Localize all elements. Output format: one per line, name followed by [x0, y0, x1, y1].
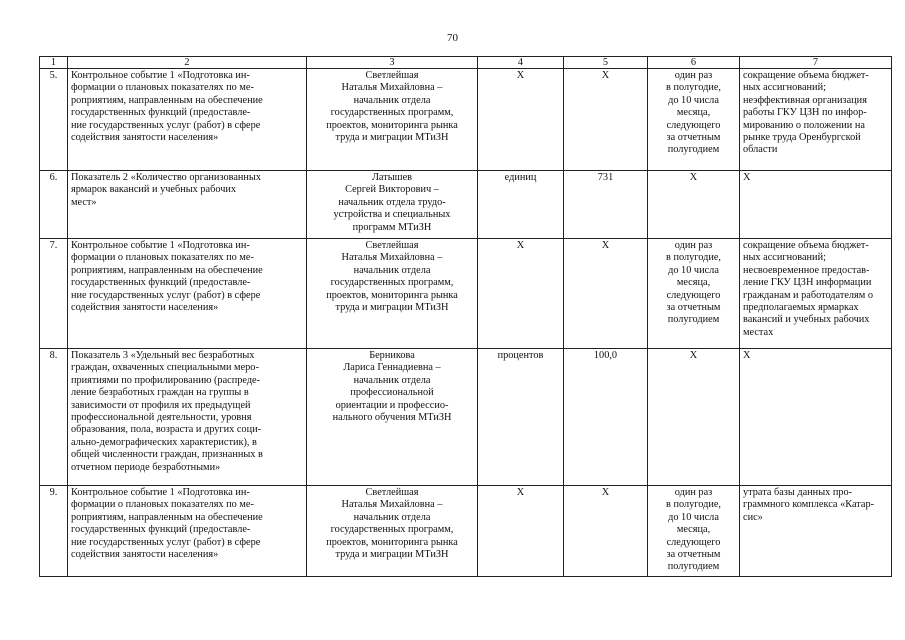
- reporting-period: [648, 171, 740, 239]
- table-row: [40, 486, 892, 577]
- planned-value: [564, 349, 648, 486]
- event-description-line: ление безработных граждан на группы в: [71, 387, 249, 399]
- responsible-person-line: Наталья Михайловна –: [341, 82, 443, 94]
- event-description-line: ние государственных услуг (работ) в сфере: [71, 536, 261, 548]
- reporting-period-line: в полугодие,: [666, 499, 721, 511]
- table-row: [40, 171, 892, 239]
- reporting-period: [648, 239, 740, 349]
- responsible-person: [307, 69, 478, 171]
- risk-description-line: рынке труда Оренбургской: [743, 132, 861, 144]
- reporting-period-line: X: [689, 172, 698, 183]
- risk-description-line: X: [743, 350, 751, 361]
- reporting-period-line: за отчетным: [666, 549, 721, 561]
- event-description-line: формации о плановых показателях по ме-: [71, 499, 254, 511]
- reporting-period-line: месяца,: [676, 107, 711, 119]
- row-number: 8.: [40, 349, 68, 486]
- unit-of-measure: [478, 349, 564, 486]
- column-number: 5: [564, 57, 648, 69]
- responsible-person-line: государственных программ,: [330, 107, 454, 119]
- responsible-person-line: устройства и специальных: [333, 209, 451, 221]
- reporting-period-line: один раз: [674, 240, 713, 251]
- event-description-line: отчетном периоде безработными»: [71, 461, 221, 473]
- risk-description: [740, 239, 892, 349]
- table-body: [40, 57, 892, 577]
- reporting-period-line: следующего: [666, 119, 721, 131]
- responsible-person-line: труда и миграции МТиЗН: [335, 549, 449, 561]
- risk-description-line: X: [743, 172, 751, 183]
- event-description-line: мест»: [71, 196, 97, 208]
- reporting-period-line: до 10 числа: [668, 264, 719, 276]
- event-description: [68, 349, 307, 486]
- risk-description-line: вакансий и учебных рабочих: [743, 314, 870, 326]
- risk-description-line: работы ГКУ ЦЗН по инфор-: [743, 107, 867, 119]
- reporting-period-line: до 10 числа: [668, 511, 719, 523]
- unit-of-measure-line: процентов: [497, 350, 544, 361]
- reporting-period-line: за отчетным: [666, 132, 721, 144]
- row-number: 5.: [40, 69, 68, 171]
- planned-value-line: X: [601, 487, 610, 498]
- responsible-person-line: труда и миграции МТиЗН: [335, 302, 449, 314]
- planned-value-line: 731: [597, 172, 614, 183]
- plan-table: [39, 56, 892, 577]
- risk-description-line: местах: [743, 326, 774, 338]
- column-number: 6: [648, 57, 740, 69]
- table-row: [40, 349, 892, 486]
- unit-of-measure-line: X: [516, 240, 525, 251]
- event-description-line: ально-демографических характеристик), в: [71, 436, 257, 448]
- responsible-person-line: начальник отдела: [353, 374, 431, 386]
- risk-description-line: несвоевременное предостав-: [743, 264, 870, 276]
- responsible-person-line: государственных программ,: [330, 524, 454, 536]
- column-number: 3: [307, 57, 478, 69]
- reporting-period-line: за отчетным: [666, 302, 721, 314]
- reporting-period-line: следующего: [666, 289, 721, 301]
- event-description-line: роприятиям, направленным на обеспечение: [71, 94, 263, 106]
- responsible-person-line: проектов, мониторинга рынка: [326, 119, 458, 131]
- risk-description-line: сокращение объема бюджет-: [743, 240, 869, 251]
- event-description: [68, 69, 307, 171]
- reporting-period-line: полугодием: [667, 144, 720, 156]
- risk-description: [740, 171, 892, 239]
- event-description-line: роприятиям, направленным на обеспечение: [71, 264, 263, 276]
- planned-value: [564, 171, 648, 239]
- risk-description-line: гражданам и работодателям о: [743, 289, 874, 301]
- event-description-line: профессиональной деятельности, уровня: [71, 412, 252, 424]
- event-description-line: Контрольное событие 1 «Подготовка ин-: [71, 70, 250, 81]
- reporting-period-line: один раз: [674, 487, 713, 498]
- responsible-person-line: программ МТиЗН: [352, 221, 432, 233]
- row-number: 7.: [40, 239, 68, 349]
- reporting-period-line: в полугодие,: [666, 82, 721, 94]
- reporting-period-line: в полугодие,: [666, 252, 721, 264]
- event-description-line: государственных функций (предоставле-: [71, 107, 251, 119]
- reporting-period-line: полугодием: [667, 314, 720, 326]
- reporting-period-line: до 10 числа: [668, 94, 719, 106]
- unit-of-measure-line: X: [516, 487, 525, 498]
- table-row: [40, 239, 892, 349]
- planned-value: [564, 486, 648, 577]
- event-description-line: Контрольное событие 1 «Подготовка ин-: [71, 240, 250, 251]
- risk-description: [740, 69, 892, 171]
- reporting-period-line: полугодием: [667, 561, 720, 573]
- event-description-line: государственных функций (предоставле-: [71, 524, 251, 536]
- reporting-period-line: следующего: [666, 536, 721, 548]
- reporting-period-line: месяца,: [676, 277, 711, 289]
- reporting-period-line: X: [689, 350, 698, 361]
- responsible-person-line: проектов, мониторинга рынка: [326, 289, 458, 301]
- unit-of-measure: [478, 171, 564, 239]
- planned-value-line: 100,0: [593, 350, 618, 361]
- event-description-line: роприятиям, направленным на обеспечение: [71, 511, 263, 523]
- unit-of-measure: [478, 239, 564, 349]
- unit-of-measure: [478, 486, 564, 577]
- responsible-person: [307, 349, 478, 486]
- risk-description: [740, 486, 892, 577]
- row-number: 9.: [40, 486, 68, 577]
- reporting-period: [648, 486, 740, 577]
- event-description: [68, 171, 307, 239]
- risk-description-line: сис»: [743, 511, 763, 523]
- risk-description-line: ных ассигнований;: [743, 252, 826, 264]
- column-number: 2: [68, 57, 307, 69]
- responsible-person-line: начальник отдела: [353, 94, 431, 106]
- responsible-person: [307, 486, 478, 577]
- responsible-person-line: Светлейшая: [365, 240, 419, 251]
- responsible-person-line: Светлейшая: [365, 487, 419, 498]
- event-description-line: содействия занятости населения»: [71, 549, 219, 561]
- event-description-line: государственных функций (предоставле-: [71, 277, 251, 289]
- page-number: 70: [447, 32, 458, 44]
- responsible-person-line: профессиональной: [350, 387, 434, 399]
- event-description-line: зависимости от профиля их предыдущей: [71, 399, 251, 411]
- event-description-line: ярмарок вакансий и учебных рабочих: [71, 184, 237, 196]
- responsible-person: [307, 171, 478, 239]
- responsible-person-line: государственных программ,: [330, 277, 454, 289]
- responsible-person-line: Наталья Михайловна –: [341, 499, 443, 511]
- risk-description-line: ление ГКУ ЦЗН информации: [743, 277, 872, 289]
- risk-description-line: утрата базы данных про-: [743, 487, 853, 498]
- column-number: 7: [740, 57, 892, 69]
- event-description-line: Показатель 2 «Количество организованных: [71, 172, 261, 183]
- risk-description-line: предполагаемых ярмарках: [743, 302, 859, 314]
- event-description-line: приятиями по профилированию (распреде-: [71, 374, 261, 386]
- unit-of-measure-line: единиц: [504, 172, 537, 183]
- event-description: [68, 486, 307, 577]
- risk-description-line: сокращение объема бюджет-: [743, 70, 869, 81]
- table-row: [40, 69, 892, 171]
- event-description-line: Показатель 3 «Удельный вес безработных: [71, 350, 255, 361]
- unit-of-measure: [478, 69, 564, 171]
- responsible-person-line: Наталья Михайловна –: [341, 252, 443, 264]
- reporting-period: [648, 349, 740, 486]
- risk-description-line: области: [743, 144, 778, 156]
- responsible-person-line: проектов, мониторинга рынка: [326, 536, 458, 548]
- event-description-line: содействия занятости населения»: [71, 302, 219, 314]
- event-description-line: содействия занятости населения»: [71, 132, 219, 144]
- risk-description-line: мированию о положении на: [743, 119, 865, 131]
- responsible-person-line: Светлейшая: [365, 70, 419, 81]
- responsible-person-line: Лариса Геннадиевна –: [343, 362, 441, 374]
- reporting-period: [648, 69, 740, 171]
- responsible-person-line: Сергей Викторович –: [345, 184, 439, 196]
- planned-value: [564, 69, 648, 171]
- responsible-person-line: начальник отдела: [353, 264, 431, 276]
- event-description-line: общей численности граждан, признанных в: [71, 449, 263, 461]
- planned-value-line: X: [601, 70, 610, 81]
- responsible-person: [307, 239, 478, 349]
- column-number-row: [40, 57, 892, 69]
- unit-of-measure-line: X: [516, 70, 525, 81]
- responsible-person-line: труда и миграции МТиЗН: [335, 132, 449, 144]
- responsible-person-line: начальник отдела трудо-: [338, 196, 446, 208]
- event-description-line: образования, пола, возраста и других соци-: [71, 424, 262, 436]
- responsible-person-line: начальник отдела: [353, 511, 431, 523]
- risk-description: [740, 349, 892, 486]
- responsible-person-line: ориентации и профессио-: [335, 399, 449, 411]
- risk-description-line: неэффективная организация: [743, 94, 867, 106]
- planned-value-line: X: [601, 240, 610, 251]
- risk-description-line: ных ассигнований;: [743, 82, 826, 94]
- event-description-line: формации о плановых показателях по ме-: [71, 82, 254, 94]
- planned-value: [564, 239, 648, 349]
- event-description-line: ние государственных услуг (работ) в сфере: [71, 119, 261, 131]
- responsible-person-line: Латышев: [371, 172, 413, 183]
- column-number: 4: [478, 57, 564, 69]
- reporting-period-line: один раз: [674, 70, 713, 81]
- event-description-line: ние государственных услуг (работ) в сфере: [71, 289, 261, 301]
- responsible-person-line: Берникова: [369, 350, 415, 361]
- risk-description-line: граммного комплекса «Катар-: [743, 499, 875, 511]
- event-description: [68, 239, 307, 349]
- row-number: 6.: [40, 171, 68, 239]
- reporting-period-line: месяца,: [676, 524, 711, 536]
- event-description-line: Контрольное событие 1 «Подготовка ин-: [71, 487, 250, 498]
- column-number: 1: [40, 57, 68, 69]
- event-description-line: граждан, охваченных специальными меро-: [71, 362, 259, 374]
- responsible-person-line: нального обучения МТиЗН: [332, 412, 452, 424]
- event-description-line: формации о плановых показателях по ме-: [71, 252, 254, 264]
